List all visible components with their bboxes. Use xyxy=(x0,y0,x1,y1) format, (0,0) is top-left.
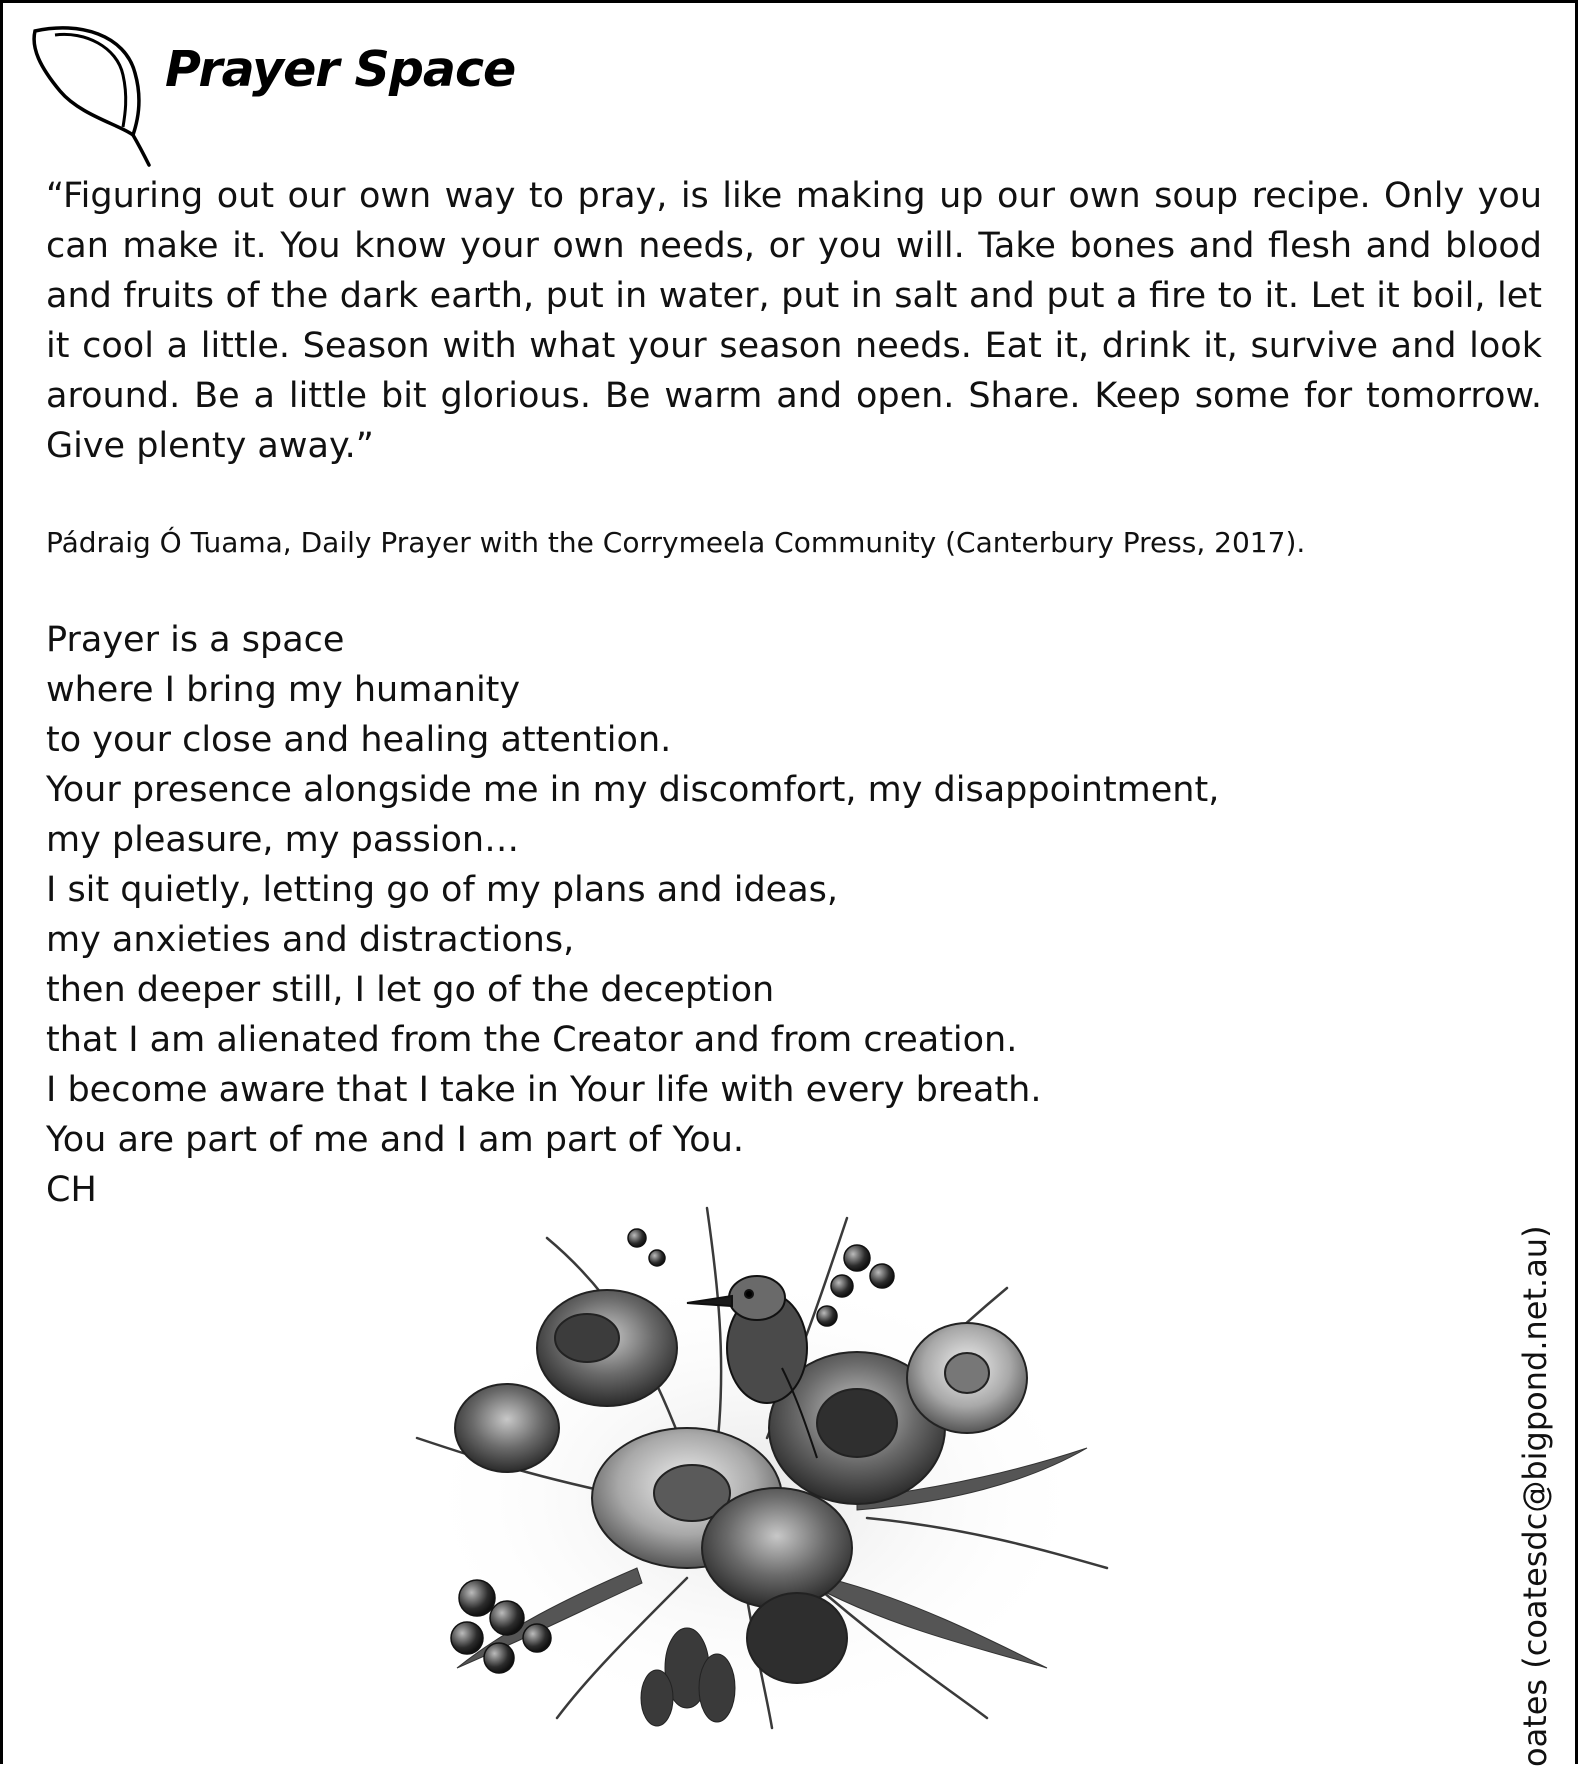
leaf-icon xyxy=(25,23,155,173)
poem-line: I become aware that I take in Your life with every breath. xyxy=(46,1070,1042,1110)
poem-line: that I am alienated from the Creator and from creation. xyxy=(46,1020,1018,1060)
poem-line: Your presence alongside me in my discomfort, my disappointment, xyxy=(46,770,1220,810)
poem-line: to your close and healing attention. xyxy=(46,720,672,760)
poem-line: my pleasure, my passion… xyxy=(46,820,520,860)
poem-line: where I bring my humanity xyxy=(46,670,521,710)
poem-line: Prayer is a space xyxy=(46,620,345,660)
poem xyxy=(46,615,1446,1215)
citation: Pádraig Ó Tuama, Daily Prayer with the Corrymeela Community (Canterbury Press, 2017). xyxy=(46,526,1306,559)
poem-line: my anxieties and distractions, xyxy=(46,920,575,960)
page-title: Prayer Space xyxy=(165,41,516,98)
poem-line: You are part of me and I am part of You. xyxy=(46,1120,745,1160)
poem-line: then deeper still, I let go of the deception xyxy=(46,970,775,1010)
email-credit: oates (coatesdc@bigpond.net.au) xyxy=(1516,1225,1554,1767)
poem-signature: CH xyxy=(46,1170,97,1210)
poem-line: I sit quietly, letting go of my plans and ideas, xyxy=(46,870,839,910)
flower-bouquet-illustration xyxy=(387,1198,1123,1734)
quote-text: “Figuring out our own way to pray, is like making up our own soup recipe. Only you can make it. You know your own needs, or you will. Take bones and flesh and blood and fruits of the dark earth, put in water, put in salt and put a fire to it. Let it boil, let it cool a little. Season with what your season needs. Eat it, drink it, survive and look around. Be a little bit glorious. Be warm and open. Share. Keep some for tomorrow. Give plenty away.” xyxy=(46,176,1542,466)
